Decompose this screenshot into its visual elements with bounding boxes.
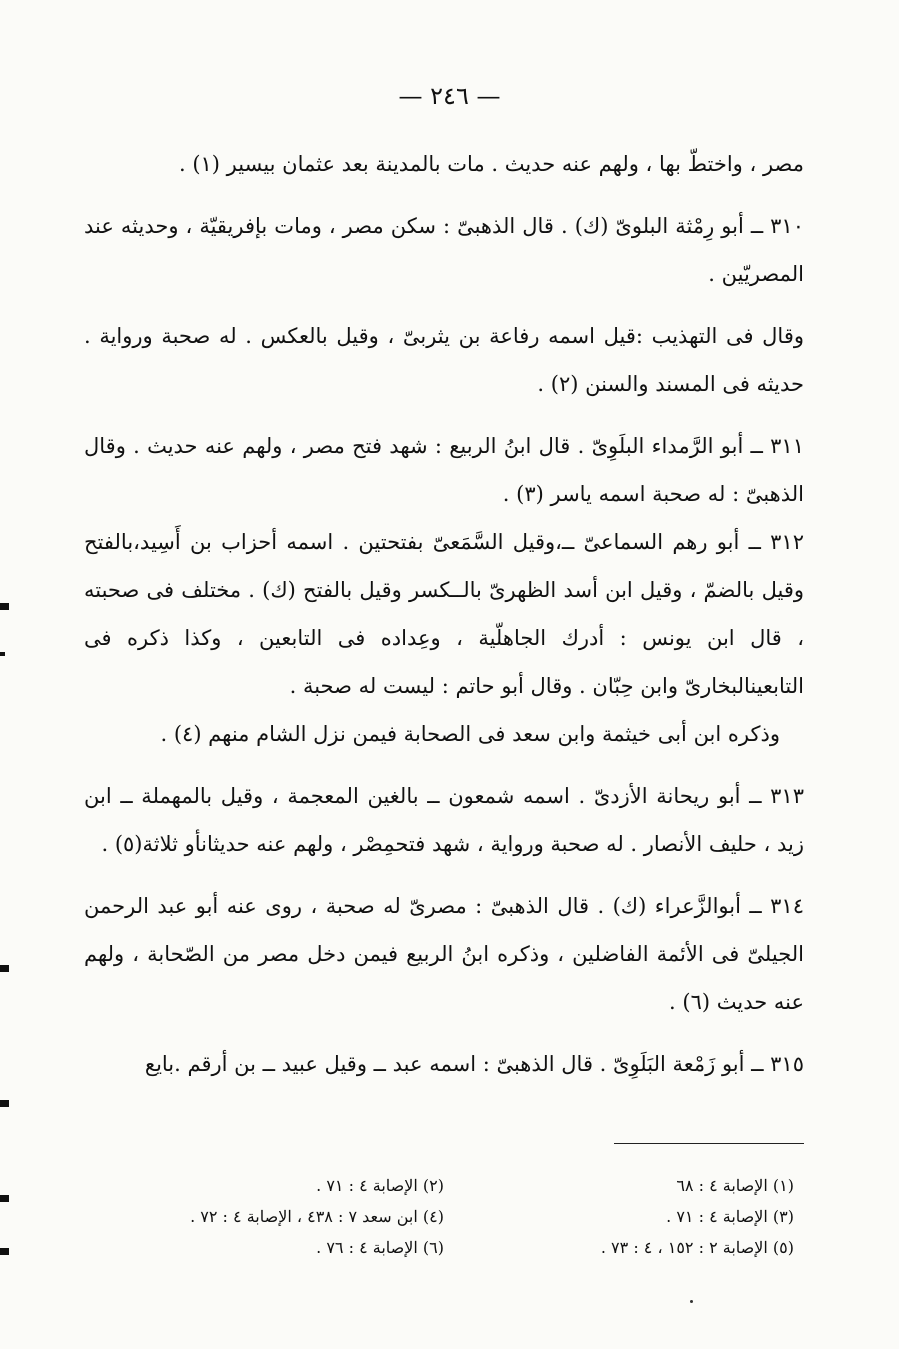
entry-311: ٣١١ ــ أبو الرَّمداء البلَوِىّ . قال ابنُ الربيع : شهد فتح مصر ، ولهم عنه حديث . وقال الذهبىّ : له صحبة اسمه ياسر (٣) . (84, 434, 804, 506)
scan-mark (0, 603, 9, 610)
footnote-6: (٦) الإصابة ٤ : ٧٦ . (316, 1238, 444, 1257)
scan-mark (0, 1195, 9, 1202)
entry-310: ٣١٠ ــ أبو رِمْثة البلوىّ (ك) . قال الذهبىّ : سكن مصر ، ومات بإفريقيّة ، وحديثه عند المصريّين . (84, 214, 804, 286)
footnote-1: (١) الإصابة ٤ : ٦٨ (676, 1176, 794, 1195)
entry-310-note: وقال فى التهذيب :قيل اسمه رفاعة بن يثربىّ ، وقيل بالعكس . له صحبة ورواية . حديثه فى المسند والسنن (٢) . (84, 324, 804, 396)
footnote-4: (٤) ابن سعد ٧ : ٤٣٨ ، الإصابة ٤ : ٧٢ . (190, 1207, 444, 1226)
scan-speck (690, 1300, 693, 1303)
entry-314: ٣١٤ ــ أبوالزَّعراء (ك) . قال الذهبىّ : مصرىّ له صحبة ، روى عنه أبو عبد الرحمن الجيلىّ فى الأئمة الفاضلين ، وذكره ابنُ الربيع فيمن دخل مصر من الصّحابة ، ولهم عنه حديث (٦) . (84, 894, 804, 1014)
footnote-5: (٥) الإصابة ٢ : ١٥٢ ، ٤ : ٧٣ . (600, 1238, 794, 1257)
footnote-row (94, 1232, 794, 1263)
scan-mark (0, 965, 9, 972)
footnote-row (94, 1170, 794, 1201)
paragraph-continuation: مصر ، واختطّ بها ، ولهم عنه حديث . مات بالمدينة بعد عثمان بيسير (١) . (178, 152, 804, 176)
footnotes (94, 1170, 794, 1263)
page-number: — ٢٤٦ — (398, 82, 501, 110)
footnote-2: (٢) الإصابة ٤ : ٧١ . (316, 1176, 444, 1195)
scan-mark (0, 1100, 9, 1107)
main-text (84, 140, 804, 1088)
entry-313: ٣١٣ ــ أبو ريحانة الأزدىّ . اسمه شمعون ــ بالغين المعجمة ، وقيل بالمهملة ــ ابن زيد ، حليف الأنصار . له صحبة ورواية ، شهد فتحمِصْر ، ولهم عنه حديثانأو ثلاثة(٥) . (84, 784, 804, 856)
scan-mark (0, 652, 5, 656)
footnote-divider (614, 1143, 804, 1144)
entry-312-note: وذكره ابن أبى خيثمة وابن سعد فى الصحابة فيمن نزل الشام منهم (٤) . (160, 722, 780, 746)
entry-312: ٣١٢ ــ أبو رهم السماعىّ ــ،وقيل السَّمَعىّ بفتحتين . اسمه أحزاب بن أَسِيد،بالفتح وقيل بالضمّ ، وقيل ابن أسد الظهرىّ بالــكسر وقيل بالفتح (ك) . مختلف فى صحبته ، قال ابن يونس : أدرك الجاهلّية ، وعِداده فى التابعين ، وكذا ذكره فى التابعينالبخارىّ وابن حِبّان . وقال أبو حاتم : ليست له صحبة . (84, 530, 805, 698)
footnote-3: (٣) الإصابة ٤ : ٧١ . (666, 1207, 794, 1226)
footnote-row (94, 1201, 794, 1232)
entry-315: ٣١٥ ــ أبو زَمْعة البَلَوِىّ . قال الذهبىّ : اسمه عبد ــ وقيل عبيد ــ بن أرقم .بايع (144, 1052, 804, 1076)
scan-mark (0, 1248, 9, 1255)
